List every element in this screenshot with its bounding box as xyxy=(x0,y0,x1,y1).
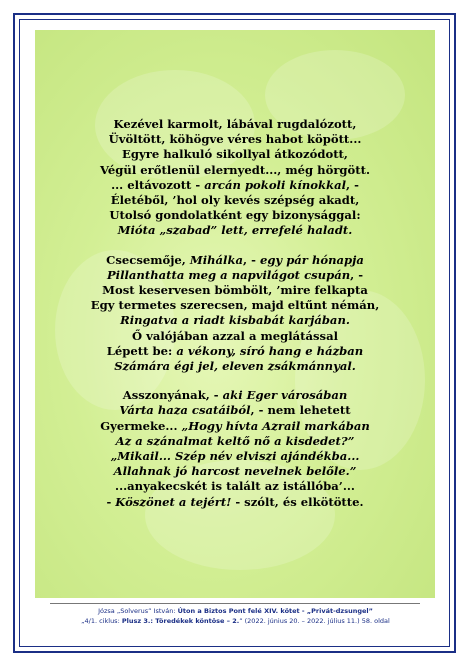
poem-segment: Most keservesen bömbölt, ’mire felkapta xyxy=(102,283,368,298)
footer-line-cycle-page xyxy=(0,617,471,625)
poem-segment: , - nem lehetett xyxy=(250,403,351,418)
poem-line xyxy=(35,117,435,132)
poem-line xyxy=(35,147,435,162)
footer-segment: Plusz 3.: Töredékek köntöse – 2. xyxy=(121,617,240,625)
poem-line xyxy=(35,388,435,403)
footer-segment: Józsa „Solverus” István: xyxy=(98,607,178,615)
poem-segment: Életéből, ’hol oly kevés szépség akadt, xyxy=(110,193,360,208)
poem-segment: Asszonyának, - xyxy=(122,388,223,403)
poem-line xyxy=(35,178,435,193)
poem-line xyxy=(35,329,435,344)
poem-stanza xyxy=(35,117,435,239)
poem-text xyxy=(35,117,435,524)
poem-line xyxy=(35,208,435,223)
poem-italic-segment: Köszönet a tejért! xyxy=(115,494,232,509)
poem-segment: Gyermeke... xyxy=(100,418,182,433)
poem-line xyxy=(35,193,435,208)
poem-line xyxy=(35,419,435,434)
poem-segment: Végül erőtlenül elernyedt..., még hörgött. xyxy=(99,162,371,177)
poem-line xyxy=(35,163,435,178)
poem-italic-segment: Számára égi jel, eleven zsákmánnyal. xyxy=(114,359,356,374)
poem-line xyxy=(35,359,435,374)
poem-line xyxy=(35,403,435,418)
poem-segment: Ő valójában azzal a meglátással xyxy=(132,328,338,343)
poem-segment: - szólt, és elkötötte. xyxy=(231,494,364,509)
poem-italic-segment: „Mikail... Szép név elviszi ajándékba... xyxy=(110,449,360,464)
poem-line xyxy=(35,479,435,494)
poem-italic-segment: Pillanthatta meg a napvilágot csupán xyxy=(106,267,351,282)
poem-line xyxy=(35,223,435,238)
poem-italic-segment: „Hogy hívta Azrail markában xyxy=(181,418,370,433)
poem-line xyxy=(35,313,435,328)
poem-line xyxy=(35,268,435,283)
poem-line xyxy=(35,464,435,479)
poem-segment: - xyxy=(106,494,116,509)
poem-italic-segment: aki Eger városában xyxy=(222,388,348,403)
poem-italic-segment: Ringatva a riadt kisbabát karjában. xyxy=(120,313,350,328)
footer-segment: Úton a Biztos Pont felé XIV. kötet - „Privát-dzsungel” xyxy=(177,607,373,615)
poem-line xyxy=(35,253,435,268)
poem-segment: Csecsemője, xyxy=(106,252,190,267)
poem-segment: Kezével karmolt, lábával rugdalózott, xyxy=(113,117,357,131)
footer-line-author-book xyxy=(0,607,471,615)
poem-line xyxy=(35,283,435,298)
poem-italic-segment: Mióta „szabad” lett, errefelé haladt. xyxy=(117,223,353,238)
poem-segment: , - xyxy=(243,252,260,267)
poem-italic-segment: Az a szánalmat keltő nő a kisdedet?” xyxy=(115,433,355,448)
poem-line xyxy=(35,495,435,510)
footer-divider xyxy=(50,603,420,604)
poem-segment: , - xyxy=(346,177,359,192)
poem-line xyxy=(35,434,435,449)
poem-segment: , - xyxy=(350,267,364,282)
poem-line xyxy=(35,132,435,147)
poem-segment: Egyre halkuló sikollyal átkozódott, xyxy=(122,147,348,162)
poem-segment: Utolsó gondolatként egy bizonysággal: xyxy=(109,208,361,223)
poem-segment: Üvöltött, köhögve véres habot köpött... xyxy=(108,132,362,147)
poem-stanza xyxy=(35,253,435,375)
poem-segment: ...anyakecskét is talált az istállóba’... xyxy=(115,479,355,494)
poem-italic-segment: Mihálka xyxy=(189,252,244,267)
footer-segment: „4/1. ciklus: xyxy=(81,617,122,625)
poem-italic-segment: arcán pokoli kínokkal xyxy=(204,177,346,192)
poem-line xyxy=(35,344,435,359)
footer-segment: ” (2022. június 20. – 2022. július 11.) 58. oldal xyxy=(239,617,390,625)
poem-italic-segment: egy pár hónapja xyxy=(259,252,364,267)
poem-italic-segment: a vékony, síró hang e házban xyxy=(176,343,364,358)
poem-line xyxy=(35,449,435,464)
poem-italic-segment: Allahnak jó harcost nevelnek belőle.” xyxy=(113,464,357,479)
poem-line xyxy=(35,298,435,313)
poem-segment: Lépett be: xyxy=(106,343,177,358)
poem-segment: ... eltávozott - xyxy=(111,177,205,192)
poem-italic-segment: Várta haza csatáiból xyxy=(119,403,251,418)
poem-segment: Egy termetes szerecsen, majd eltűnt némán, xyxy=(90,298,380,313)
poem-stanza xyxy=(35,388,435,510)
